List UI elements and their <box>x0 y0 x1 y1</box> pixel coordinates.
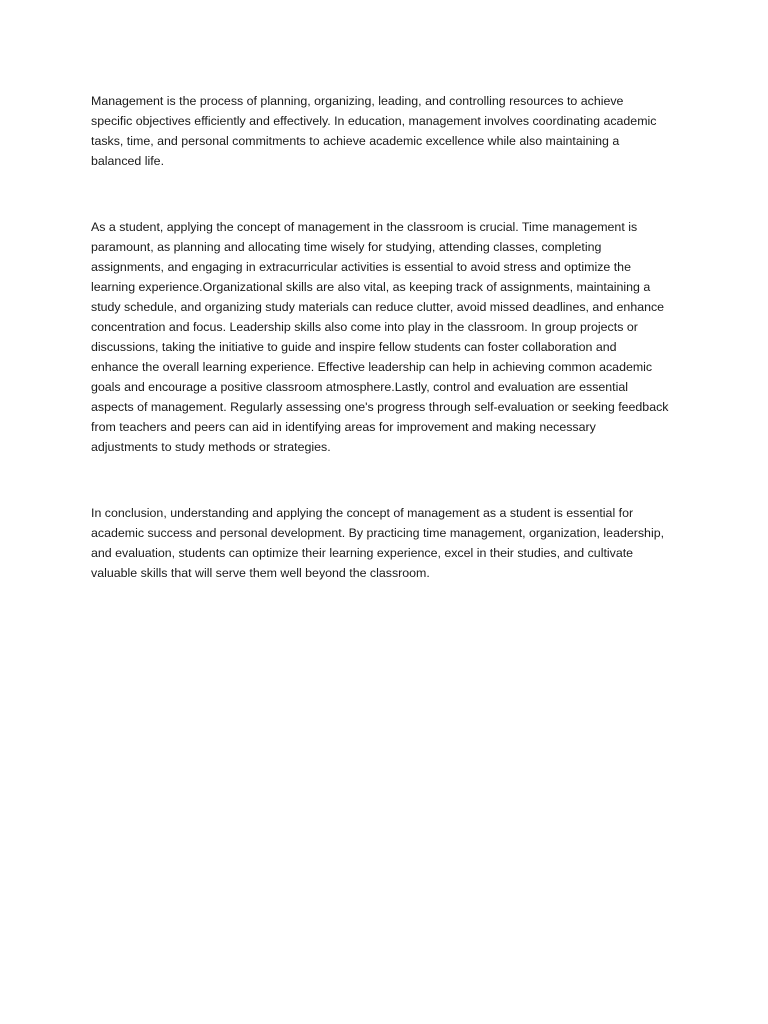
paragraph-line: concentration and focus. Leadership skills also come into play in the classroom. In group projects or <box>91 320 638 334</box>
paragraph-line: enhance the overall learning experience. Effective leadership can help in achieving common academic <box>91 360 653 374</box>
paragraph-line: specific objectives efficiently and effectively. In education, management involves coordinating academic <box>91 114 657 128</box>
paragraph-line: As a student, applying the concept of management in the classroom is crucial. Time management is <box>91 220 638 234</box>
paragraph-line: Management is the process of planning, organizing, leading, and controlling resources to achieve <box>91 94 624 108</box>
paragraph-application <box>91 217 681 457</box>
document-body <box>91 91 681 583</box>
paragraph-definition <box>91 91 681 171</box>
paragraph-line: and evaluation, students can optimize their learning experience, excel in their studies, and cultivate <box>91 546 634 560</box>
paragraph-line: discussions, taking the initiative to guide and inspire fellow students can foster collaboration and <box>91 340 617 354</box>
paragraph-line: paramount, as planning and allocating time wisely for studying, attending classes, completing <box>91 240 602 254</box>
paragraph-line: assignments, and engaging in extracurricular activities is essential to avoid stress and optimize the <box>91 260 631 274</box>
paragraph-line: adjustments to study methods or strategies. <box>91 440 331 454</box>
paragraph-line: balanced life. <box>91 154 165 168</box>
paragraph-line: learning experience.Organizational skills are also vital, as keeping track of assignments, maintaining a <box>91 280 651 294</box>
paragraph-line: valuable skills that will serve them well beyond the classroom. <box>91 566 430 580</box>
paragraph-line: study schedule, and organizing study materials can reduce clutter, avoid missed deadlines, and enhance <box>91 300 665 314</box>
paragraph-line: aspects of management. Regularly assessing one's progress through self-evaluation or seeking feedback <box>91 400 669 414</box>
paragraph-line: from teachers and peers can aid in identifying areas for improvement and making necessary <box>91 420 596 434</box>
paragraph-line: academic success and personal development. By practicing time management, organization, leadership, <box>91 526 665 540</box>
paragraph-conclusion <box>91 503 681 583</box>
paragraph-line: tasks, time, and personal commitments to achieve academic excellence while also maintaining a <box>91 134 620 148</box>
paragraph-line: goals and encourage a positive classroom atmosphere.Lastly, control and evaluation are essential <box>91 380 629 394</box>
paragraph-line: In conclusion, understanding and applying the concept of management as a student is essential for <box>91 506 634 520</box>
